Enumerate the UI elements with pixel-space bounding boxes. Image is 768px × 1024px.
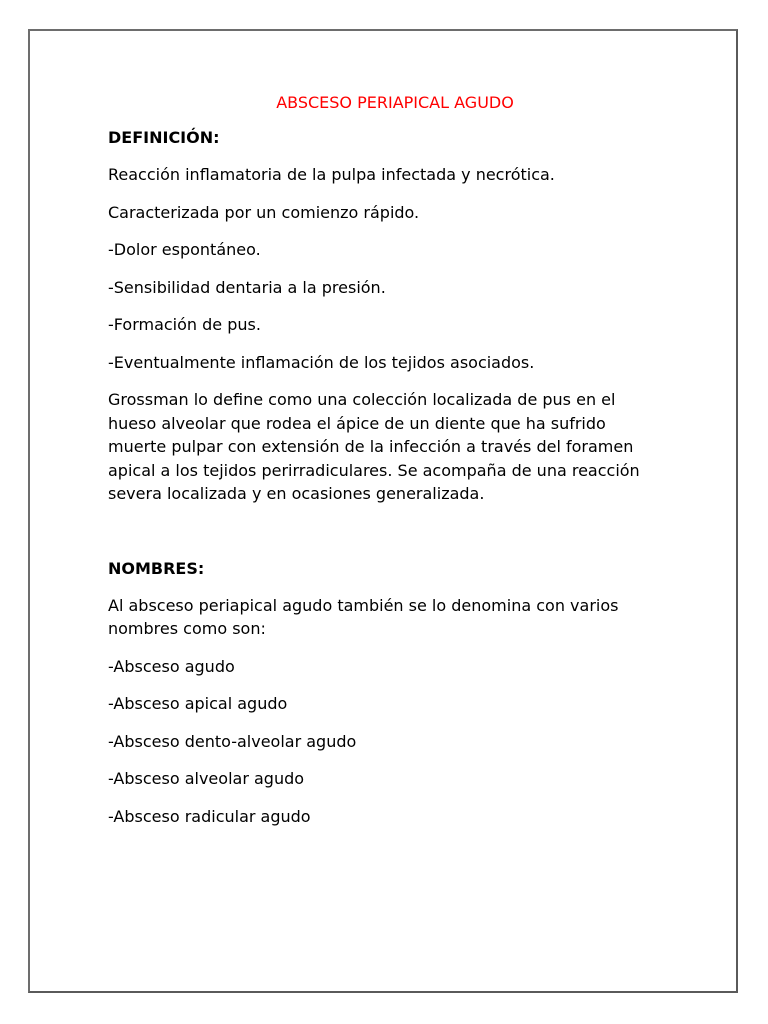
definition-paragraph: -Dolor espontáneo. xyxy=(108,240,261,259)
names-list-item: -Absceso agudo xyxy=(108,656,235,676)
names-list-item: -Absceso radicular agudo xyxy=(108,806,311,826)
names-list-item: -Absceso alveolar agudo xyxy=(108,769,305,788)
definition-paragraph: Caracterizada por un comienzo rápido. xyxy=(108,202,420,222)
definition-paragraph: -Sensibilidad dentaria a la presión. xyxy=(108,277,386,297)
grossman-paragraph: Grossman lo define como una colección localizada de pus en el hueso alveolar que rodea el ápice de un diente que ha sufrido muerte pulpar con extensión de la infección a través del foramen apical a los tejidos perirradiculares. Se acompaña de una reacción severa localizada y en ocasiones generalizada. xyxy=(108,390,640,503)
names-paragraph: Al absceso periapical agudo también se lo denomina con varios nombres como son: xyxy=(108,595,619,638)
document-page xyxy=(28,29,738,993)
names-list-item: -Absceso dento-alveolar agudo xyxy=(108,731,357,751)
names-heading: NOMBRES: xyxy=(108,558,205,578)
definition-paragraph: Reacción inflamatoria de la pulpa infectada y necrótica. xyxy=(108,165,555,184)
names-list-item: -Absceso apical agudo xyxy=(108,694,288,713)
definition-paragraph: -Formación de pus. xyxy=(108,315,261,334)
definition-heading: DEFINICIÓN: xyxy=(108,128,220,147)
document-content xyxy=(108,93,668,842)
document-title: ABSCESO PERIAPICAL AGUDO xyxy=(276,93,514,112)
definition-paragraph: -Eventualmente inflamación de los tejidos asociados. xyxy=(108,352,535,372)
section-spacer xyxy=(108,520,668,558)
